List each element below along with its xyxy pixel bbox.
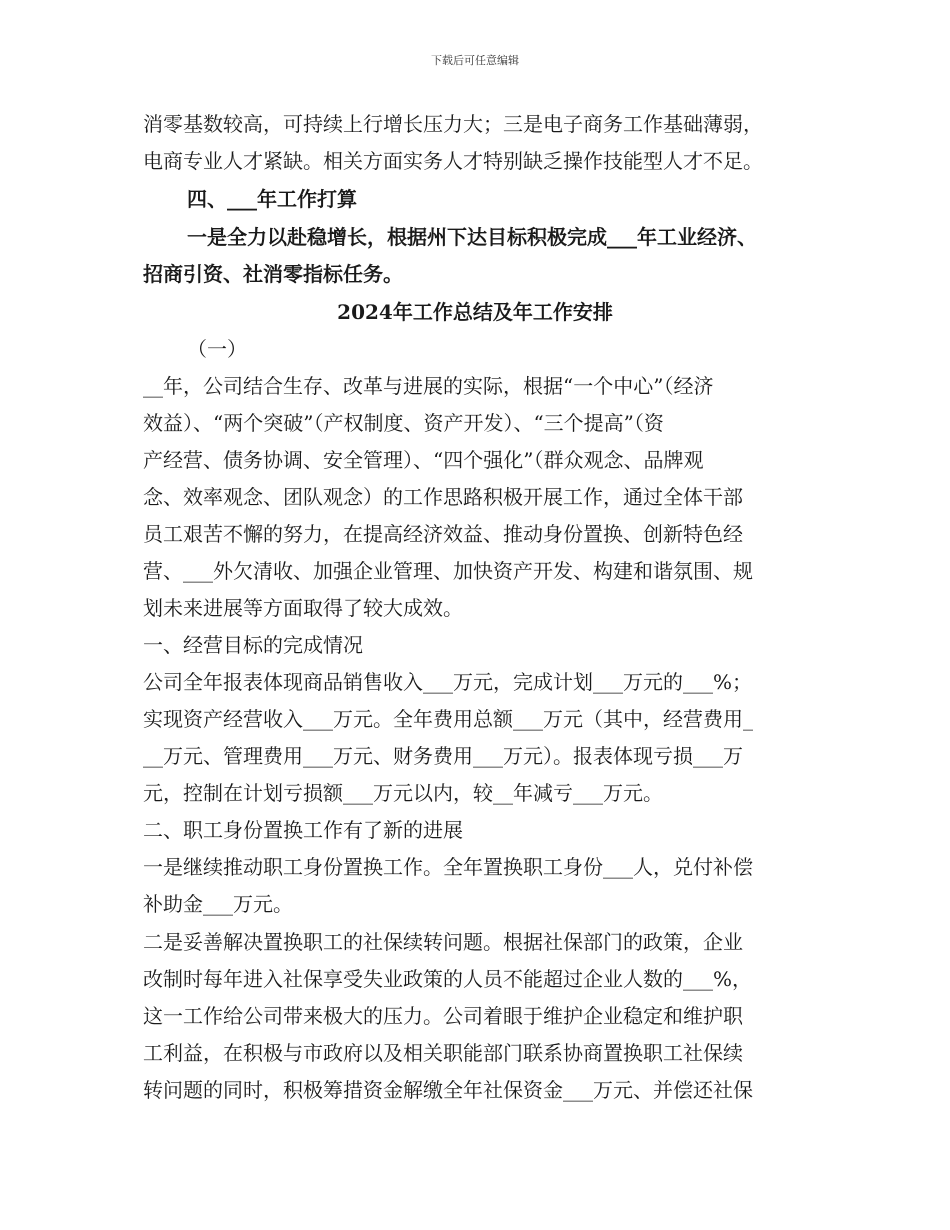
document-title: 2024年工作总结及年工作安排: [337, 300, 613, 324]
body-line-2: 电商专业人才紧缺。相关方面实务人才特别缺乏操作技能型人才不足。: [143, 149, 763, 173]
body-line-15: 补助金___万元。: [143, 892, 293, 916]
body-line-1: 消零基数较高，可持续上行增长压力大；三是电子商务工作基础薄弱，: [143, 112, 763, 136]
body-line-13: 元，控制在计划亏损额___万元以内，较__年减亏___万元。: [143, 781, 663, 805]
section-heading-1: 一、经营目标的完成情况: [143, 633, 363, 657]
body-line-12: __万元、管理费用___万元、财务费用___万元）。报表体现亏损___万: [143, 744, 743, 768]
part-label: （一）: [187, 337, 247, 361]
body-line-17: 改制时每年进入社保享受失业政策的人员不能超过企业人数的___%，: [143, 967, 753, 991]
body-line-7: 员工艰苦不懈的努力，在提高经济效益、推动身份置换、创新特色经: [143, 522, 743, 546]
body-line-6: 念、效率观念、团队观念）的工作思路积极开展工作，通过全体干部: [143, 485, 743, 509]
page-header-note: 下载后可任意编辑: [431, 54, 519, 67]
section-heading-plan: 四、___年工作打算: [187, 187, 357, 211]
body-line-20: 转问题的同时，积极筹措资金解缴全年社保资金___万元、并偿还社保: [143, 1078, 753, 1102]
body-line-14: 一是继续推动职工身份置换工作。全年置换职工身份___人，兑付补偿: [143, 855, 753, 879]
body-line-11: 实现资产经营收入___万元。全年费用总额___万元（其中，经营费用_: [143, 707, 753, 731]
body-line-16: 二是妥善解决置换职工的社保续转问题。根据社保部门的政策，企业: [143, 930, 743, 954]
body-line-19: 工利益，在积极与市政府以及相关职能部门联系协商置换职工社保续: [143, 1041, 743, 1065]
body-line-18: 这一工作给公司带来极大的压力。公司着眼于维护企业稳定和维护职: [143, 1004, 743, 1028]
body-line-5: 产经营、债务协调、安全管理）、“四个强化”（群众观念、品牌观: [143, 448, 704, 472]
plan-line-2: 招商引资、社消零指标任务。: [143, 262, 403, 286]
body-line-3: __年，公司结合生存、改革与进展的实际，根据“一个中心”（经济: [143, 374, 714, 398]
body-line-10: 公司全年报表体现商品销售收入___万元，完成计划___万元的___%；: [143, 670, 753, 694]
body-line-4: 效益）、“两个突破”（产权制度、资产开发）、“三个提高”（资: [143, 411, 664, 435]
section-heading-2: 二、职工身份置换工作有了新的进展: [143, 818, 463, 842]
body-line-9: 划未来进展等方面取得了较大成效。: [143, 596, 463, 620]
body-line-8: 营、___外欠清收、加强企业管理、加快资产开发、构建和谐氛围、规: [143, 559, 753, 583]
plan-line-1: 一是全力以赴稳增长，根据州下达目标积极完成___年工业经济、: [187, 225, 757, 249]
